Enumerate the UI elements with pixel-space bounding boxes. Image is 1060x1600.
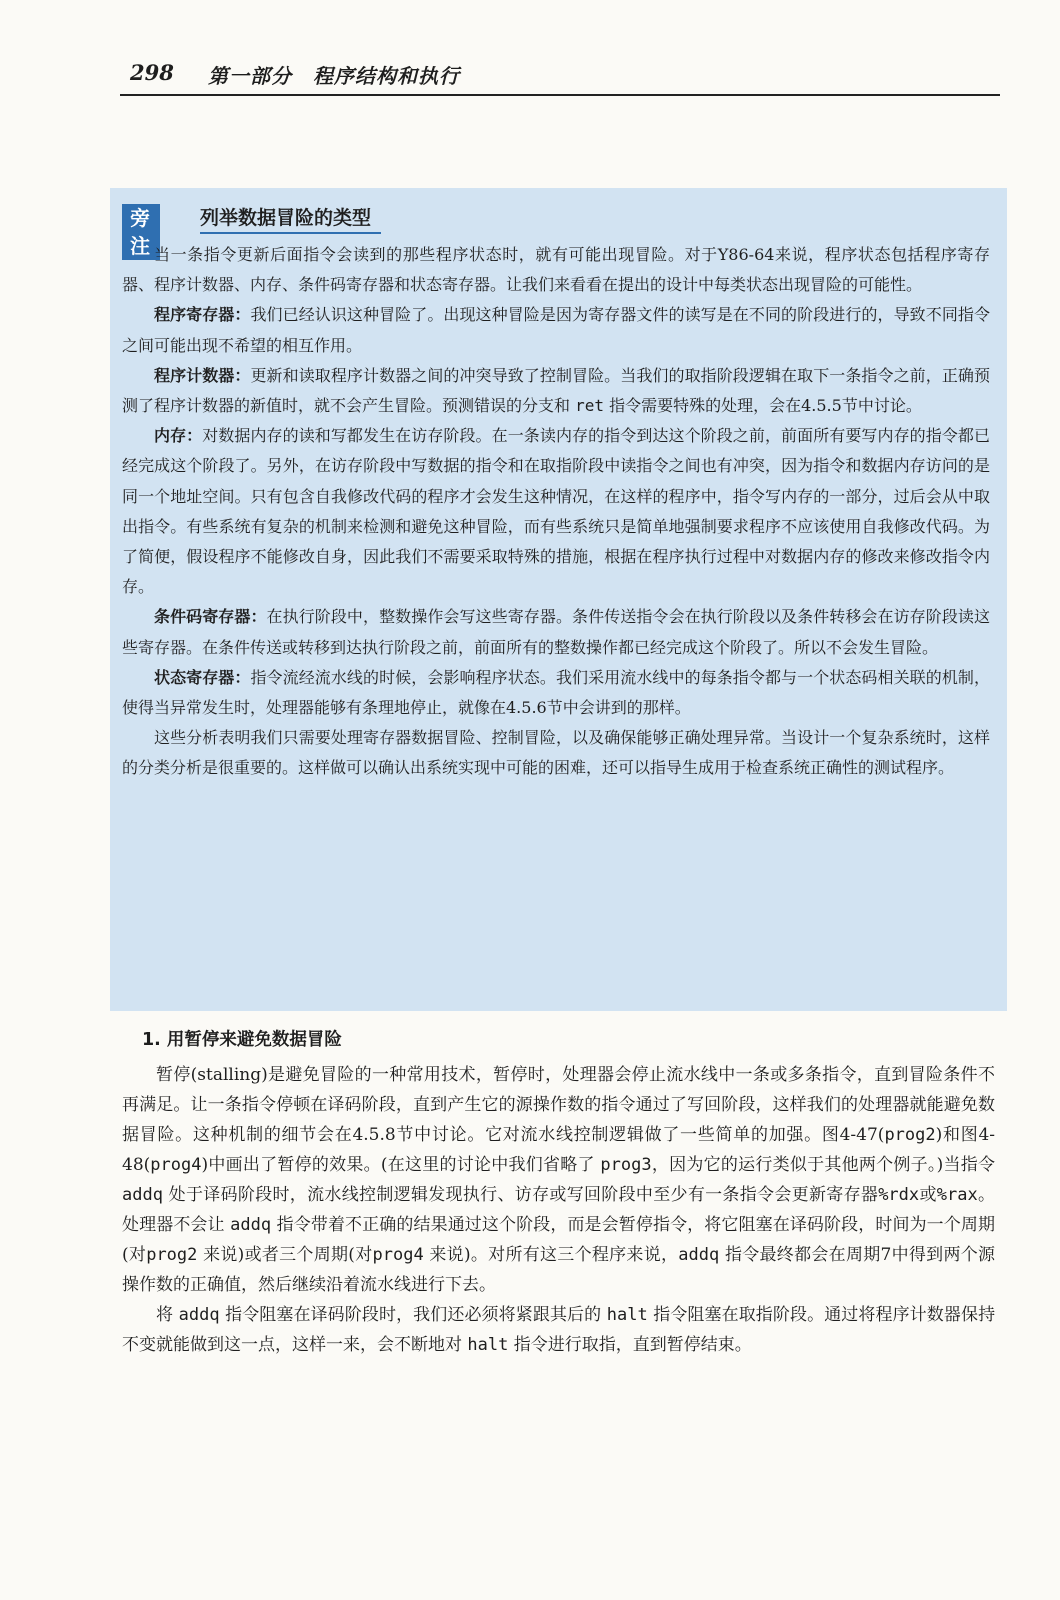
code: halt (467, 1335, 509, 1355)
sidebar-body (122, 240, 990, 784)
sidebar-paragraph-memory (122, 421, 990, 602)
code: prog3 (600, 1155, 652, 1175)
text: 指令进行取指，直到暂停结束。 (513, 1335, 752, 1355)
text-pc-b: 指令需要特殊的处理，会在4.5.5节中讨论。 (609, 396, 922, 416)
code: prog2 (146, 1245, 198, 1265)
text-memory: 对数据内存的读和写都发生在访存阶段。在一条读内存的指令到达这个阶段之前，前面所有要写内存的指令都已经完成这个阶段了。另外，在访存阶段中写数据的指令和在取指阶段中读指令之间也有冲突，因为指令和数据内存访问的是同一个地址空间。只有包含自我修改代码的程序才会发生这种情况，在这样的程序中，指令写内存的一部分，过后会从中取出指令。有些系统有复杂的机制来检测和避免这种冒险，而有些系统只是简单地强制要求程序不应该使用自我修改代码。为了简便，假设程序不能修改自身，因此我们不需要采取特殊的措施，根据在程序执行过程中对数据内存的修改来修改指令内存。 (122, 426, 990, 597)
code: addq (178, 1305, 220, 1325)
text: 。处理器不会让 (122, 1185, 996, 1235)
text: )中画出了暂停的效果。(在这里的讨论中我们省略了 (201, 1155, 595, 1175)
sidebar-paragraph-registers (122, 300, 990, 360)
code: prog4 (372, 1245, 424, 1265)
term-registers: 程序寄存器： (154, 305, 251, 325)
code: addq (230, 1215, 272, 1235)
text-cc: 在执行阶段中，整数操作会写这些寄存器。条件传送指令会在执行阶段以及条件转移会在访存阶段读这些寄存器。在条件传送或转移到达执行阶段之前，前面所有的整数操作都已经完成这个阶段了。所以不会发生冒险。 (122, 607, 990, 657)
page-header (120, 54, 1000, 96)
sidebar-paragraph-pc (122, 361, 990, 421)
main-section (122, 1025, 995, 1360)
text: 来说)。对所有这三个程序来说， (429, 1245, 679, 1265)
text-registers: 我们已经认识这种冒险了。出现这种冒险是因为寄存器文件的读写是在不同的阶段进行的，导致不同指令之间可能出现不希望的相互作用。 (122, 305, 990, 355)
text: 指令阻塞在取指阶段。通过将程序计数器保持不变就能做到这一点，这样一来，会不断地对 (122, 1305, 996, 1355)
code: %rdx (878, 1185, 920, 1205)
text-status: 指令流经流水线的时候，会影响程序状态。我们采用流水线中的每条指令都与一个状态码相关联的机制，使得当异常发生时，处理器能够有条理地停止，就像在4.5.6节中会讲到的那样。 (122, 667, 990, 718)
code: prog2 (884, 1125, 936, 1145)
section-paragraph-2 (122, 1300, 995, 1360)
page-number: 298 (130, 60, 174, 85)
sidebar-box (110, 188, 1007, 1011)
text: 指令带着不正确的结果通过这个阶段，而是会暂停指令，将它阻塞在译码阶段，时间为一个周期(对 (122, 1215, 996, 1265)
text: 处于译码阶段时，流水线控制逻辑发现执行、访存或写回阶段中至少有一条指令会更新寄存器 (168, 1185, 879, 1205)
code: addq (678, 1245, 720, 1265)
term-memory: 内存： (154, 426, 203, 446)
section-paragraph-1 (122, 1060, 995, 1300)
code-ret: ret (575, 396, 605, 416)
text: 将 (156, 1305, 174, 1325)
sidebar-conclusion: 这些分析表明我们只需要处理寄存器数据冒险、控制冒险，以及确保能够正确处理异常。当设计一个复杂系统时，这样的分类分析是很重要的。这样做可以确认出系统实现中可能的困难，还可以指导生成用于检查系统正确性的测试程序。 (122, 728, 990, 778)
section-heading: 1. 用暂停来避免数据冒险 (142, 1030, 342, 1050)
term-status: 状态寄存器： (154, 667, 251, 687)
chapter-title: 第一部分 程序结构和执行 (208, 64, 460, 88)
term-cc: 条件码寄存器： (154, 607, 267, 627)
sidebar-paragraph-cc (122, 602, 990, 662)
text-pc-a: 更新和读取程序计数器之间的冲突导致了控制冒险。当我们的取指阶段逻辑在取下一条指令之前，正确预测了程序计数器的新值时，就不会产生冒险。预测错误的分支和 (122, 365, 990, 416)
term-pc: 程序计数器： (154, 365, 251, 385)
sidebar-intro: 当一条指令更新后面指令会读到的那些程序状态时，就有可能出现冒险。对于Y86-64来说，程序状态包括程序寄存器、程序计数器、内存、条件码寄存器和状态寄存器。让我们来看看在提出的设计中每类状态出现冒险的可能性。 (122, 245, 990, 295)
sidebar-title: 列举数据冒险的类型 (200, 204, 381, 234)
text: 或 (919, 1185, 937, 1205)
text: )和图4-48( (122, 1125, 995, 1175)
text: 来说)或者三个周期(对 (203, 1245, 373, 1265)
sidebar-paragraph-status (122, 663, 990, 723)
sidebar-tag: 旁注 (122, 204, 160, 260)
code: %rax (936, 1185, 978, 1205)
code: halt (606, 1305, 648, 1325)
text: 暂停(stalling)是避免冒险的一种常用技术，暂停时，处理器会停止流水线中一条或多条指令，直到冒险条件不再满足。让一条指令停顿在译码阶段，直到产生它的源操作数的指令通过了写回阶段，这样我们的处理器就能避免数据冒险。这种机制的细节会在4.5.8节中讨论。它对流水线控制逻辑做了一些简单的加强。图4-47( (122, 1065, 995, 1145)
code: prog4 (150, 1155, 202, 1175)
code: addq (122, 1185, 163, 1205)
text: ，因为它的运行类似于其他两个例子。)当指令 (651, 1155, 995, 1175)
text: 指令阻塞在译码阶段时，我们还必须将紧跟其后的 (225, 1305, 602, 1325)
text: 指令最终都会在周期7中得到两个源操作数的正确值，然后继续沿着流水线进行下去。 (122, 1245, 996, 1295)
